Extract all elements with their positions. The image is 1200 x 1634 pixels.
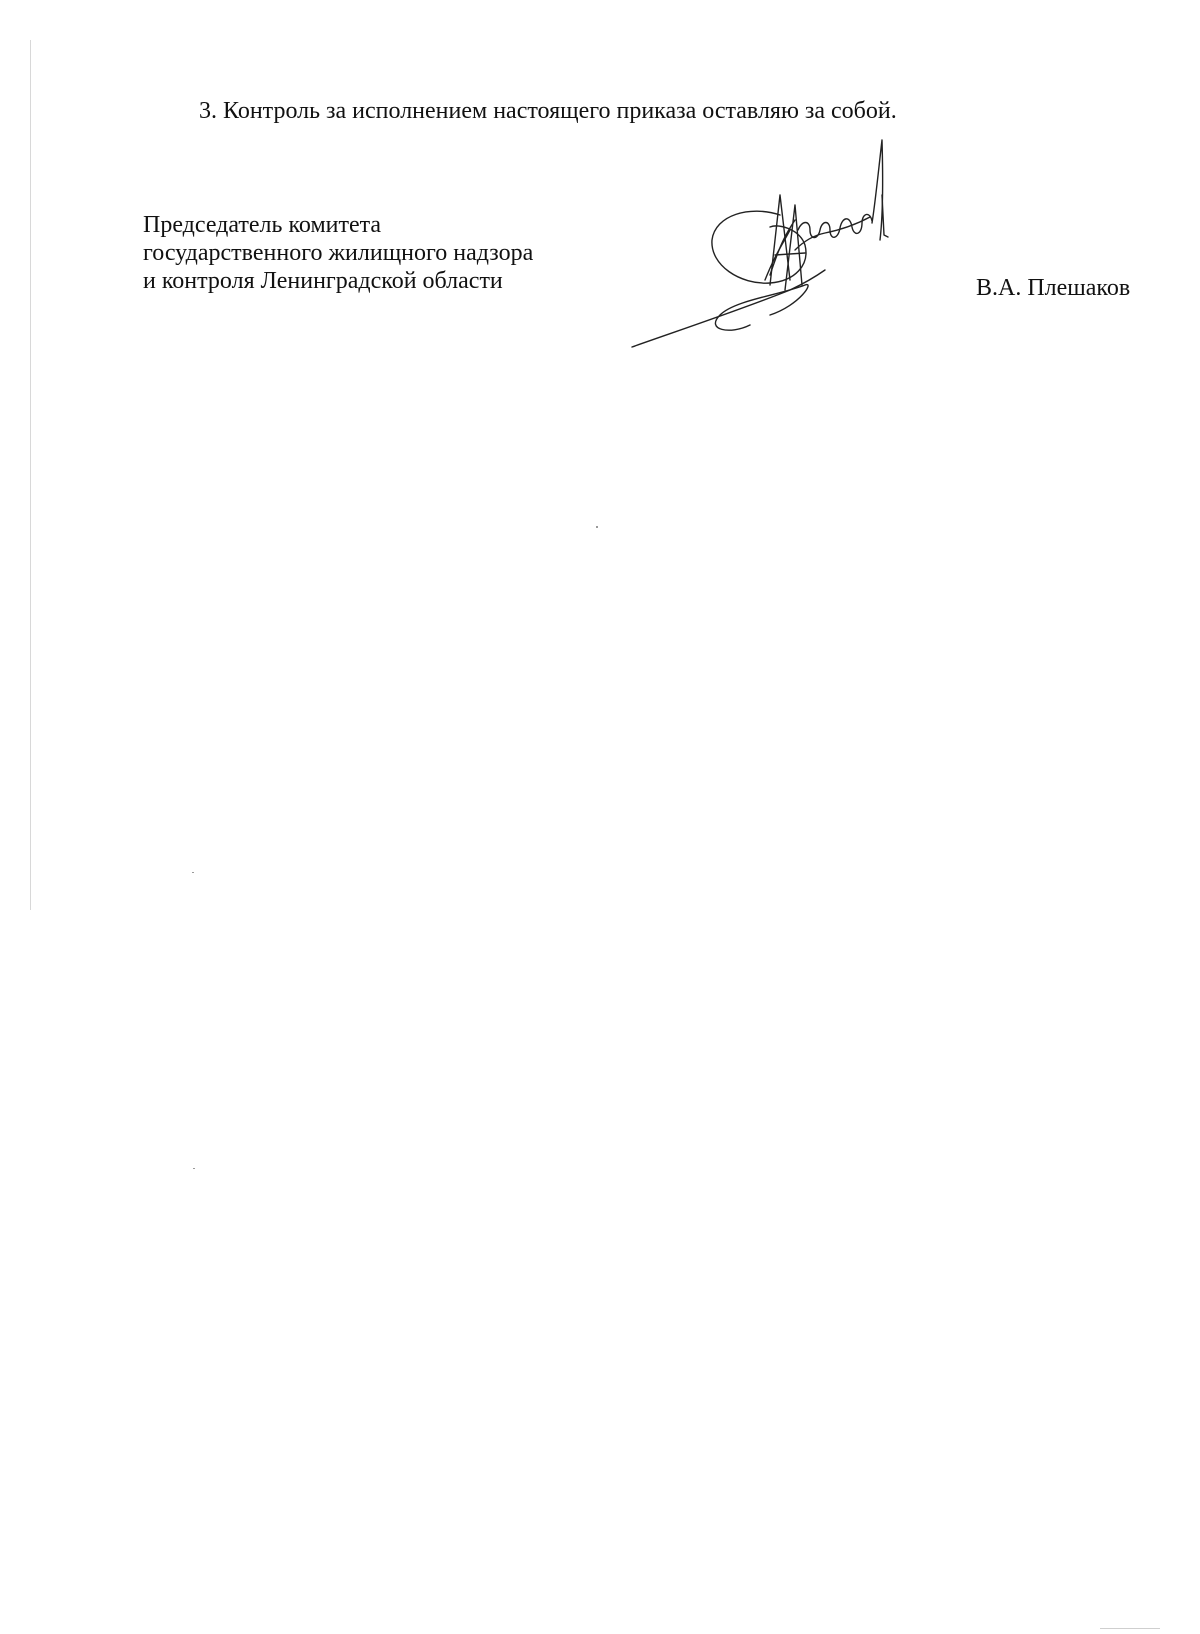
scan-speck bbox=[192, 872, 194, 873]
scan-speck bbox=[1100, 1628, 1160, 1629]
scan-speck bbox=[193, 1168, 195, 1169]
signer-name: В.А. Плешаков bbox=[976, 275, 1131, 301]
scan-speck bbox=[596, 526, 598, 528]
position-line-2: государственного жилищного надзора bbox=[143, 240, 534, 266]
position-line-3: и контроля Ленинградской области bbox=[143, 268, 503, 294]
handwritten-signature-icon bbox=[630, 135, 920, 355]
paragraph-control: 3. Контроль за исполнением настоящего приказа оставляю за собой. bbox=[199, 98, 897, 124]
signatory-position bbox=[143, 211, 533, 295]
scan-edge-line bbox=[30, 40, 31, 910]
position-line-1: Председатель комитета bbox=[143, 212, 382, 238]
